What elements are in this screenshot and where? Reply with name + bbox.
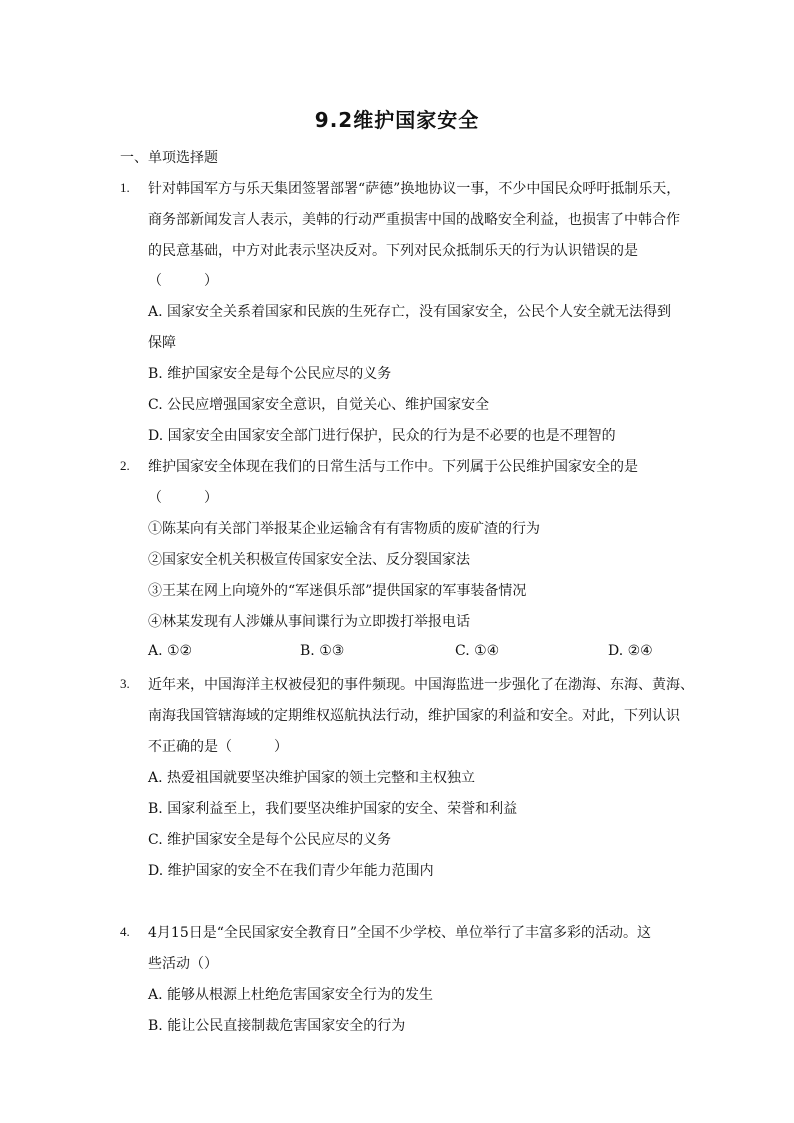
question-stem-line: 南海我国管辖海域的定期维权巡航执法行动，维护国家的利益和安全。对此，下列认识 bbox=[148, 708, 680, 724]
question-number: 1. bbox=[120, 180, 130, 195]
option-a: A. ①② bbox=[148, 643, 193, 659]
option-a: A. 能够从根源上杜绝危害国家安全行为的发生 bbox=[148, 987, 434, 1003]
answer-blank: （ ） bbox=[148, 490, 218, 506]
statement-item: ③王某在网上向境外的“军迷俱乐部”提供国家的军事装备情况 bbox=[148, 583, 527, 599]
question-stem-line: 维护国家安全体现在我们的日常生活与工作中。下列属于公民维护国家安全的是 bbox=[148, 459, 638, 475]
option-b: B. 能让公民直接制裁危害国家安全的行为 bbox=[148, 1018, 406, 1034]
option-c: C. 公民应增强国家安全意识，自觉关心、维护国家安全 bbox=[148, 397, 490, 413]
option-d: D. 维护国家的安全不在我们青少年能力范围内 bbox=[148, 863, 434, 879]
option-c: C. 维护国家安全是每个公民应尽的义务 bbox=[148, 832, 392, 848]
question-number: 4. bbox=[120, 924, 130, 939]
option-d: D. ②④ bbox=[608, 643, 653, 659]
option-b: B. ①③ bbox=[300, 643, 345, 659]
option-a-continued: 保障 bbox=[148, 335, 176, 351]
answer-blank: （ ） bbox=[148, 273, 218, 289]
section-heading: 一、单项选择题 bbox=[120, 150, 218, 166]
option-d: D. 国家安全由国家安全部门进行保护，民众的行为是不必要的也是不理智的 bbox=[148, 428, 616, 444]
question-stem-line: 针对韩国军方与乐天集团签署部署“萨德”换地协议一事，不少中国民众呼吁抵制乐天， bbox=[148, 181, 681, 197]
option-a: A. 热爱祖国就要坚决维护国家的领土完整和主权独立 bbox=[148, 770, 476, 786]
option-a: A. 国家安全关系着国家和民族的生死存亡，没有国家安全，公民个人安全就无法得到 bbox=[148, 304, 672, 320]
option-b: B. 国家利益至上，我们要坚决维护国家的安全、荣誉和利益 bbox=[148, 801, 518, 817]
question-stem-line: 的民意基础，中方对此表示坚决反对。下列对民众抵制乐天的行为认识错误的是 bbox=[148, 243, 638, 259]
question-stem-line: 商务部新闻发言人表示，美韩的行动严重损害中国的战略安全利益，也损害了中韩合作 bbox=[148, 212, 680, 228]
statement-item: ①陈某向有关部门举报某企业运输含有有害物质的废矿渣的行为 bbox=[148, 521, 540, 537]
question-number: 2. bbox=[120, 458, 130, 473]
option-c: C. ①④ bbox=[455, 643, 500, 659]
question-stem-line: 不正确的是（ ） bbox=[148, 739, 288, 755]
question-stem-line: 近年来，中国海洋主权被侵犯的事件频现。中国海监进一步强化了在渤海、东海、黄海、 bbox=[148, 677, 694, 693]
statement-item: ④林某发现有人涉嫌从事间谍行为立即拨打举报电话 bbox=[148, 614, 470, 630]
page-title: 9.2维护国家安全 bbox=[314, 108, 480, 132]
question-number: 3. bbox=[120, 676, 130, 691]
statement-item: ②国家安全机关积极宣传国家安全法、反分裂国家法 bbox=[148, 552, 470, 568]
question-stem-line: 些活动（） bbox=[148, 956, 218, 972]
question-stem-line: 4月15日是“全民国家安全教育日”全国不少学校、单位举行了丰富多彩的活动。这 bbox=[148, 925, 652, 941]
option-b: B. 维护国家安全是每个公民应尽的义务 bbox=[148, 366, 392, 382]
